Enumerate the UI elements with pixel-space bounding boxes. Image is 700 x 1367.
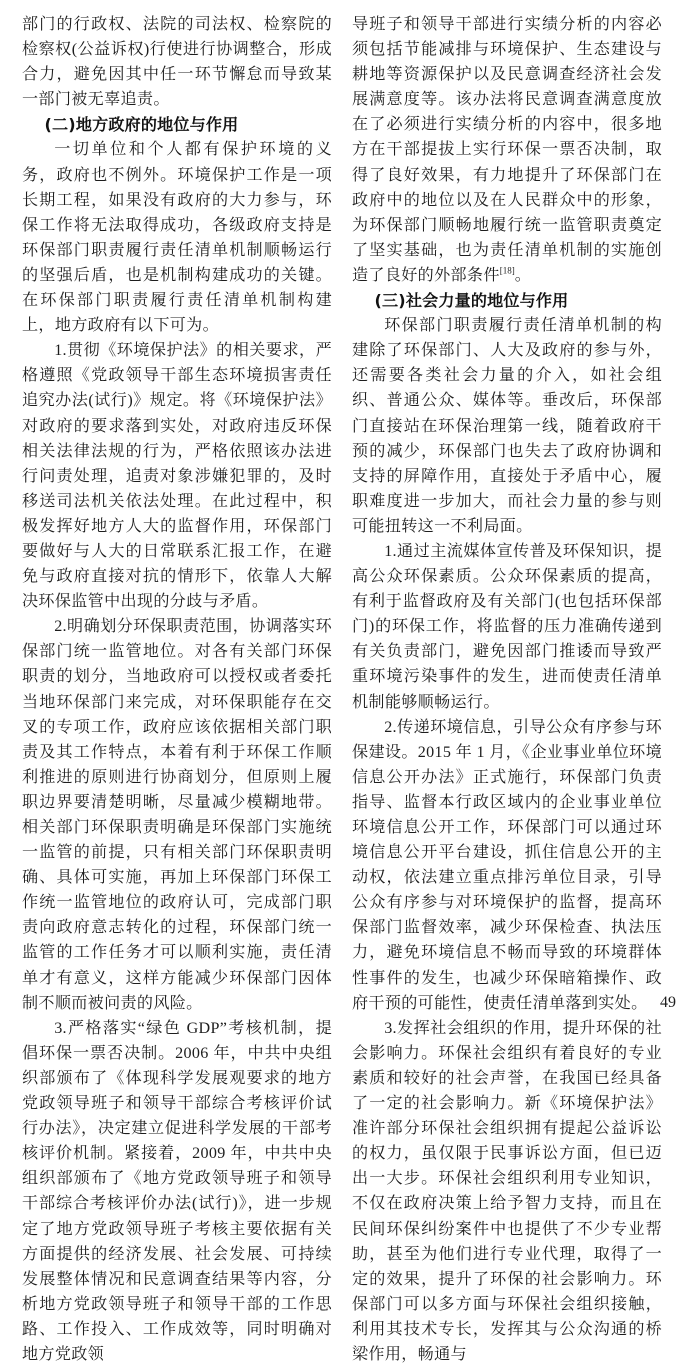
paragraph-continued [352, 12, 662, 288]
page-number: 49 [660, 994, 676, 1011]
right-column [352, 12, 662, 1367]
paragraph-item-1: 1.贯彻《环境保护法》的相关要求，严格遵照《党政领导干部生态环境损害责任追究办法(试行)》规定。将《环境保护法》对政府的要求落到实处，对政府违反环保相关法律法规的行为，严格依照该办法进行问责处理，追责对象涉嫌犯罪的，及时移送司法机关依法处理。在此过程中，积极发挥好地方人大的监督作用，环保部门要做好与人大的日常联系汇报工作，在避免与政府直接对抗的情形下，依靠人大解决环保监管中出现的分歧与矛盾。 [22, 342, 332, 611]
paragraph: 一切单位和个人都有保护环境的义务，政府也不例外。环境保护工作是一项长期工程，如果没有政府的大力参与，环保工作将无法取得成功，各级政府支持是环保部门职责履行责任清单机制顺畅运行的坚强后盾，也是机制构建成功的关键。在环保部门职责履行责任清单机制构建上，地方政府有以下可为。 [22, 141, 332, 335]
paragraph-item-1: 1.通过主流媒体宣传普及环保知识，提高公众环保素质。公众环保素质的提高，有利于监督政府及有关部门(也包括环保部门)的环保工作，将监督的压力准确传递到有关负责部门，避免因部门推诿而导致严重环境污染事件的发生，进而使责任清单机制能够顺畅运行。 [352, 542, 662, 711]
paragraph-text: 导班子和领导干部进行实绩分析的内容必须包括节能减排与环境保护、生态建设与耕地等资源保护以及民意调查经济社会发展满意度等。该办法将民意调查满意度放在了必须进行实绩分析的内容中，很多地方在干部提拔上实行环保一票否决制，取得了良好效果，有力地提升了环保部门在政府中的地位以及在人民群众中的形象，为环保部门顺畅地履行统一监管职责奠定了坚实基础，也为责任清单机制的实施创造了良好的外部条件 [352, 16, 662, 284]
paragraph-continued: 部门的行政权、法院的司法权、检察院的检察权(公益诉权)行使进行协调整合，形成合力，避免因其中任一环节懈怠而导致某一部门被无辜追责。 [22, 16, 332, 109]
paragraph: 环保部门职责履行责任清单机制的构建除了环保部门、人大及政府的参与外，还需要各类社会力量的介入，如社会组织、普通公众、媒体等。垂改后，环保部门直接站在环保治理第一线，随着政府干预的减少，环保部门也失去了政府协调和支持的屏障作用，直接处于矛盾中心，履职难度进一步加大，而社会力量的参与则可能扭转这一不利局面。 [352, 317, 662, 535]
section-heading-local-government: (二)地方政府的地位与作用 [44, 115, 239, 135]
paragraph-item-3: 3.严格落实“绿色 GDP”考核机制，提倡环保一票否决制。2006 年，中共中央组织部颁布了《体现科学发展观要求的地方党政领导班子和领导干部综合考核评价试行办法》，决定建立促进科学发展的干部考核评价机制。紧接着，2009 年，中共中央组织部颁布了《地方党政领导班子和领导干部综合考核评价办法(试行)》，进一步规定了地方党政领导班子考核主要依据有关方面提供的经济发展、社会发展、可持续发展整体情况和民意调查结果等内容，分析地方党政领导班子和领导干部的工作思路、工作投入、工作成效等，同时明确对地方党政领 [22, 1019, 332, 1363]
footnote-reference: [18] [499, 265, 515, 276]
paragraph-item-2: 2.传递环境信息，引导公众有序参与环保建设。2015 年 1 月，《企业事业单位环境信息公开办法》正式施行，环保部门负责指导、监督本行政区域内的企业事业单位环境信息公开工作，环保部门可以通过环境信息公开平台建设，抓住信息公开的主动权，依法建立重点排污单位目录，引导公众有序参与对环境保护的监督，提高环保部门监督效率，减少环保检查、执法压力，避免环境信息不畅而导致的环境群体性事件的发生，也减少环保暗箱操作、政府干预的可能性，使责任清单落到实处。 [352, 718, 662, 1012]
paragraph-item-3: 3.发挥社会组织的作用，提升环保的社会影响力。环保社会组织有着良好的专业素质和较好的社会声誉，在我国已经具备了一定的社会影响力。新《环境保护法》准许部分环保社会组织拥有提起公益诉讼的权力，虽仅限于民事诉讼方面，但已迈出一大步。环保社会组织利用专业知识，不仅在政府决策上给予智力支持，而且在民间环保纠纷案件中也提供了不少专业帮助，甚至为他们进行专业代理，取得了一定的效果，提升了环保的社会影响力。环保部门可以多方面与环保社会组织接触，利用其技术专长，发挥其与公众沟通的桥梁作用，畅通与 [352, 1019, 662, 1363]
paragraph-tail: 。 [514, 266, 532, 284]
paragraph-item-2: 2.明确划分环保职责范围，协调落实环保部门统一监管地位。对各有关部门环保职责的划分，当地政府可以授权或者委托当地环保部门来完成，对环保职能存在交叉的专项工作，政府应该依据相关部门职责及其工作特点，本着有利于环保工作顺利推进的原则进行协商划分，但原则上履职边界要清楚明晰，尽量减少模糊地带。相关部门环保职责明确是环保部门实施统一监管的前提，只有相关部门环保职责明确、具体可实施，再加上环保部门环保工作统一监管地位的政府认可，完成部门职责向政府意志转化的过程，环保部门统一监管的工作任务才可以顺利实施，责任清单才有意义，这样方能减少环保部门因体制不顺而被问责的风险。 [22, 618, 332, 1012]
section-heading-social-forces: (三)社会力量的地位与作用 [374, 291, 569, 311]
left-column [22, 12, 332, 1367]
